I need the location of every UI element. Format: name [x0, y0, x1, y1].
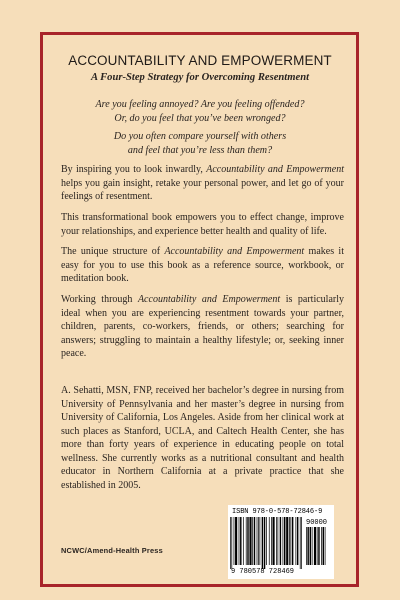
- publisher-imprint: NCWC/Amend-Health Press: [61, 546, 163, 555]
- barcode-bar: [230, 517, 231, 569]
- barcode-bar: [317, 527, 318, 565]
- barcode-bar: [292, 517, 293, 565]
- barcode-bar: [297, 517, 298, 565]
- barcode-bar: [290, 517, 291, 565]
- barcode-bar: [235, 517, 237, 565]
- barcode-bar: [272, 517, 274, 565]
- barcode-bar: [306, 527, 307, 565]
- paragraph-intro: By inspiring you to look inwardly, Accountability and Empowerment helps you gain insight, retake your personal power, and let go of your feelings of resentment.: [61, 164, 344, 202]
- barcode-bar: [258, 517, 259, 565]
- barcode-bar: [314, 527, 316, 565]
- isbn-barcode: [228, 505, 334, 579]
- barcode-bar: [301, 517, 302, 569]
- barcode-bar: [264, 517, 265, 569]
- barcode-digits: 9 780578 728469: [231, 568, 295, 576]
- paragraph-transformational: This transformational book empowers you to effect change, improve your relationships, and experience better health and quality of life.: [61, 212, 344, 237]
- ean13-bars: [230, 517, 304, 569]
- question-line: and feel that you’re less than them?: [127, 145, 273, 156]
- barcode-bar: [246, 517, 247, 565]
- question-line: Are you feeling annoyed? Are you feeling offended?: [95, 99, 305, 110]
- barcode-bar: [284, 517, 285, 565]
- addon-bars: [306, 527, 332, 569]
- barcode-bar: [234, 517, 235, 565]
- barcode-bar: [278, 517, 279, 565]
- barcode-bar: [271, 517, 272, 565]
- barcode-bar: [280, 517, 281, 565]
- question-block-2: [60, 130, 340, 158]
- barcode-bar: [312, 527, 313, 565]
- book-subtitle: A Four-Step Strategy for Overcoming Resentment: [90, 72, 310, 83]
- barcode-bar: [239, 517, 240, 565]
- barcode-bar: [307, 527, 308, 565]
- barcode-bar: [296, 517, 297, 565]
- price-code-text: 90000: [306, 519, 328, 527]
- barcode-bar: [247, 517, 248, 565]
- book-title: ACCOUNTABILITY AND EMPOWERMENT: [68, 53, 332, 68]
- barcode-bar: [286, 517, 288, 565]
- barcode-bar: [252, 517, 253, 565]
- author-bio: A. Sehatti, MSN, FNP, received her bachelor’s degree in nursing from University of Pennsylvania and her master’s degree in nursing from University of California, Los Angeles. Aside from her clinical work at such places as Stanford, UCLA, and Caltech Health Center, she has more than forty years of experience in educating people on total wellness. She currently works as a nutritional consultant and health educator in Northern California at a private practice that she established in 2005.: [61, 385, 344, 491]
- barcode-bar: [289, 517, 290, 565]
- question-line: Or, do you feel that you’ve been wronged?: [114, 113, 286, 124]
- barcode-bar: [254, 517, 255, 565]
- barcode-bar: [260, 517, 261, 565]
- paragraph-structure: The unique structure of Accountability and Empowerment makes it easy for you to use this book as a reference source, workbook, or meditation book.: [61, 246, 344, 284]
- barcode-bar: [325, 527, 326, 565]
- barcode-bar: [240, 517, 241, 565]
- barcode-bar: [243, 517, 244, 565]
- barcode-bar: [269, 517, 270, 565]
- barcode-bar: [310, 527, 311, 565]
- barcode-bar: [262, 517, 263, 569]
- paragraph-working-through: Working through Accountability and Empowerment is particularly ideal when you are experiencing resentment towards your partner, children, parents, co-workers, friends, or others; searching for answers; struggling to maintain a healthy lifestyle; or, seeking inner peace.: [61, 294, 344, 359]
- barcode-bar: [257, 517, 258, 565]
- barcode-bar: [323, 527, 324, 565]
- barcode-bar: [283, 517, 284, 565]
- barcode-bar: [318, 527, 319, 565]
- barcode-bar: [249, 517, 251, 565]
- barcode-bar: [300, 517, 301, 569]
- isbn-text: ISBN 978-0-578-72846-9: [232, 508, 323, 516]
- question-block-1: [60, 98, 340, 126]
- barcode-bar: [321, 527, 322, 565]
- barcode-bar: [266, 517, 267, 565]
- question-line: Do you often compare yourself with others: [113, 131, 287, 142]
- barcode-bar: [231, 517, 232, 569]
- barcode-bar: [276, 517, 277, 565]
